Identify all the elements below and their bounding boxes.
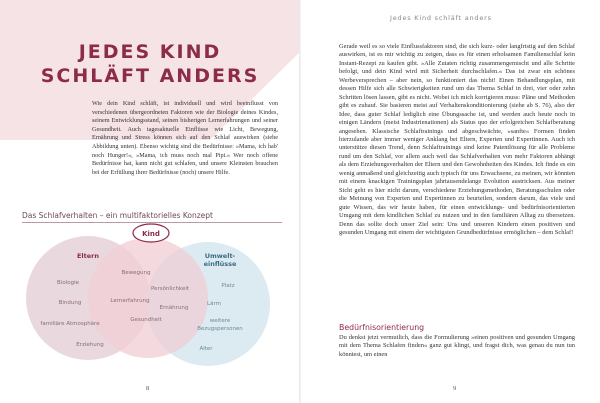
diagram-center-item: Ernährung <box>159 305 189 311</box>
diagram-left-label: Eltern <box>76 252 100 260</box>
intro-paragraph: Wie dein Kind schläft, ist individuell und wird beeinflusst von verschiedenen übergeordneten Faktoren wie der Biologie deines Kindes, seinem Entwicklungsstand, seinen bisherigen Lernerfahrungen und seiner Gesundheit. Auch tagesaktuelle Einflüsse wie Licht, Bewegung, Ernährung und Stress können sich auf den Schlaf auswirken (siehe Abbildung unten). Ebenso wichtig sind die Bedürfnisse: »Mama, ich hab' noch Hunger!«, »Mama, ich muss noch mal Pipi.« Wer noch offene Bedürfnisse hat, kann nicht gut schlafen, und unsere Kleinsten brauchen bei der Erfüllung ihrer Bedürfnisse (noch) unsere Hilfe. <box>92 100 278 176</box>
diagram-center-label: Kind <box>142 230 160 238</box>
diagram-title: Das Schlafverhalten – ein multifaktorielles Konzept <box>22 211 213 220</box>
diagram-center-item: Persönlichkeit <box>150 286 190 292</box>
page-number-right: 9 <box>453 385 457 392</box>
body-paragraph: Gerade weil es so viele Einflussfaktoren sind, die sich kurz- oder langfristig auf den Schlaf auswirken, ist es mir wichtig zu zeigen, dass es für einen erholsamen Familienschlaf kein Instant-Rezept zu kaufen gibt. »Alle Zutaten richtig zusammengemischt und alle Schritte befolgt, und dein Kind wird mit Sicherheit durchschlafen.« Das ist zwar ein schönes Werbeversprechen – aber nein, so funktioniert das nicht! Einen Behandlungsplan, mit dessen Hilfe sich alle Schwierigkeiten rund um das Thema Schlaf in drei, vier oder zehn Schritten lösen lassen, gibt es nicht. Wobei ich mich korrigieren muss: Pläne und Methoden gibt es zuhauf. Sie basieren meist auf Verhaltenskonditionierung (siehe ab S. 76), also der Idee, dass guter Schlaf lediglich eine Übungssache ist, und werden auch heute noch in einigen Ländern (meist Industrienationen) als Status quo der erfolgreichen Schlafberatung angesehen. Klassische Schlaftrainings und abgeschwächte, »sanfte« Formen finden hierzulande aber immer weniger Anklang bei Eltern, Experten und Expertinnen. Auch ich unterstütze diesen Trend, denn Schlaftrainings sind keine Patentlösung für alle Probleme rund um den Schlaf, vor allem auch weil das Schlafverhalten von mehr Faktoren abhängt als dem Erziehungsverhalten der Eltern und den Gewohnheiten des Kindes. Ich finde es ein wenig anmaßend und gleichzeitig auch typisch für uns Erwachsene, zu meinen, wir könnten mit einem knackigen Trainingsplan jahrtausendelange Evolution austricksen. Aus meiner Sicht geht es hier nicht darum, verschiedene Erziehungsmethoden, Beratungsschulen oder die Meinung von Experten und Expertinnen zu beurteilen, sondern darum, das viele und gute Wissen, das wir heute haben, für einen entwicklungs- und bedürfnisorientierten Umgang mit dem kindlichen Schlaf zu nutzen und in den familiären Alltag zu übersetzen. Denn das sollte doch unser Ziel sein: Uns und unseren Kindern einen positiven und gesunden Umgang mit einem der wichtigsten Grundbedürfnisse ermöglichen – dem Schlaf! <box>339 43 575 236</box>
chapter-title <box>30 40 270 88</box>
diagram-center-item: Lernerfahrung <box>110 298 150 304</box>
chapter-title-line2: SCHLÄFT ANDERS <box>40 65 260 87</box>
chapter-title-line1: JEDES KIND <box>78 41 222 63</box>
running-head: Jedes Kind schläft anders <box>390 14 492 22</box>
diagram-right-item: Bezugspersonen <box>197 326 243 332</box>
diagram-center-item: Bewegung <box>121 270 151 276</box>
diagram-right-item: Alter <box>199 346 213 352</box>
diagram-left-item: Bindung <box>58 300 82 306</box>
diagram-left-item: Erziehung <box>76 342 104 348</box>
diagram-right-item: Lärm <box>207 301 221 307</box>
diagram-center-item: Gesundheit <box>130 317 162 323</box>
diagram-left-item: Biologie <box>57 280 79 286</box>
section-subheading: Bedürfnisorientierung <box>339 323 425 332</box>
diagram-right-label-2: einflüsse <box>203 260 237 268</box>
diagram-left-item: familiäre Atmosphäre <box>40 321 100 327</box>
page-number-left: 8 <box>146 385 150 392</box>
diagram-right-label-1: Umwelt- <box>204 252 236 260</box>
book-gutter <box>299 0 301 403</box>
body-paragraph-continued: Du denkst jetzt vermutlich, dass die Formulierung »einen positiven und gesunden Umgang mit dem Thema Schlafen finden« ganz gut klingt, und fragst dich, was genau du nun tun könntest, um einen <box>339 334 575 358</box>
venn-diagram <box>18 222 288 370</box>
diagram-right-item: Platz <box>221 283 235 289</box>
diagram-right-item: weitere <box>209 318 231 324</box>
